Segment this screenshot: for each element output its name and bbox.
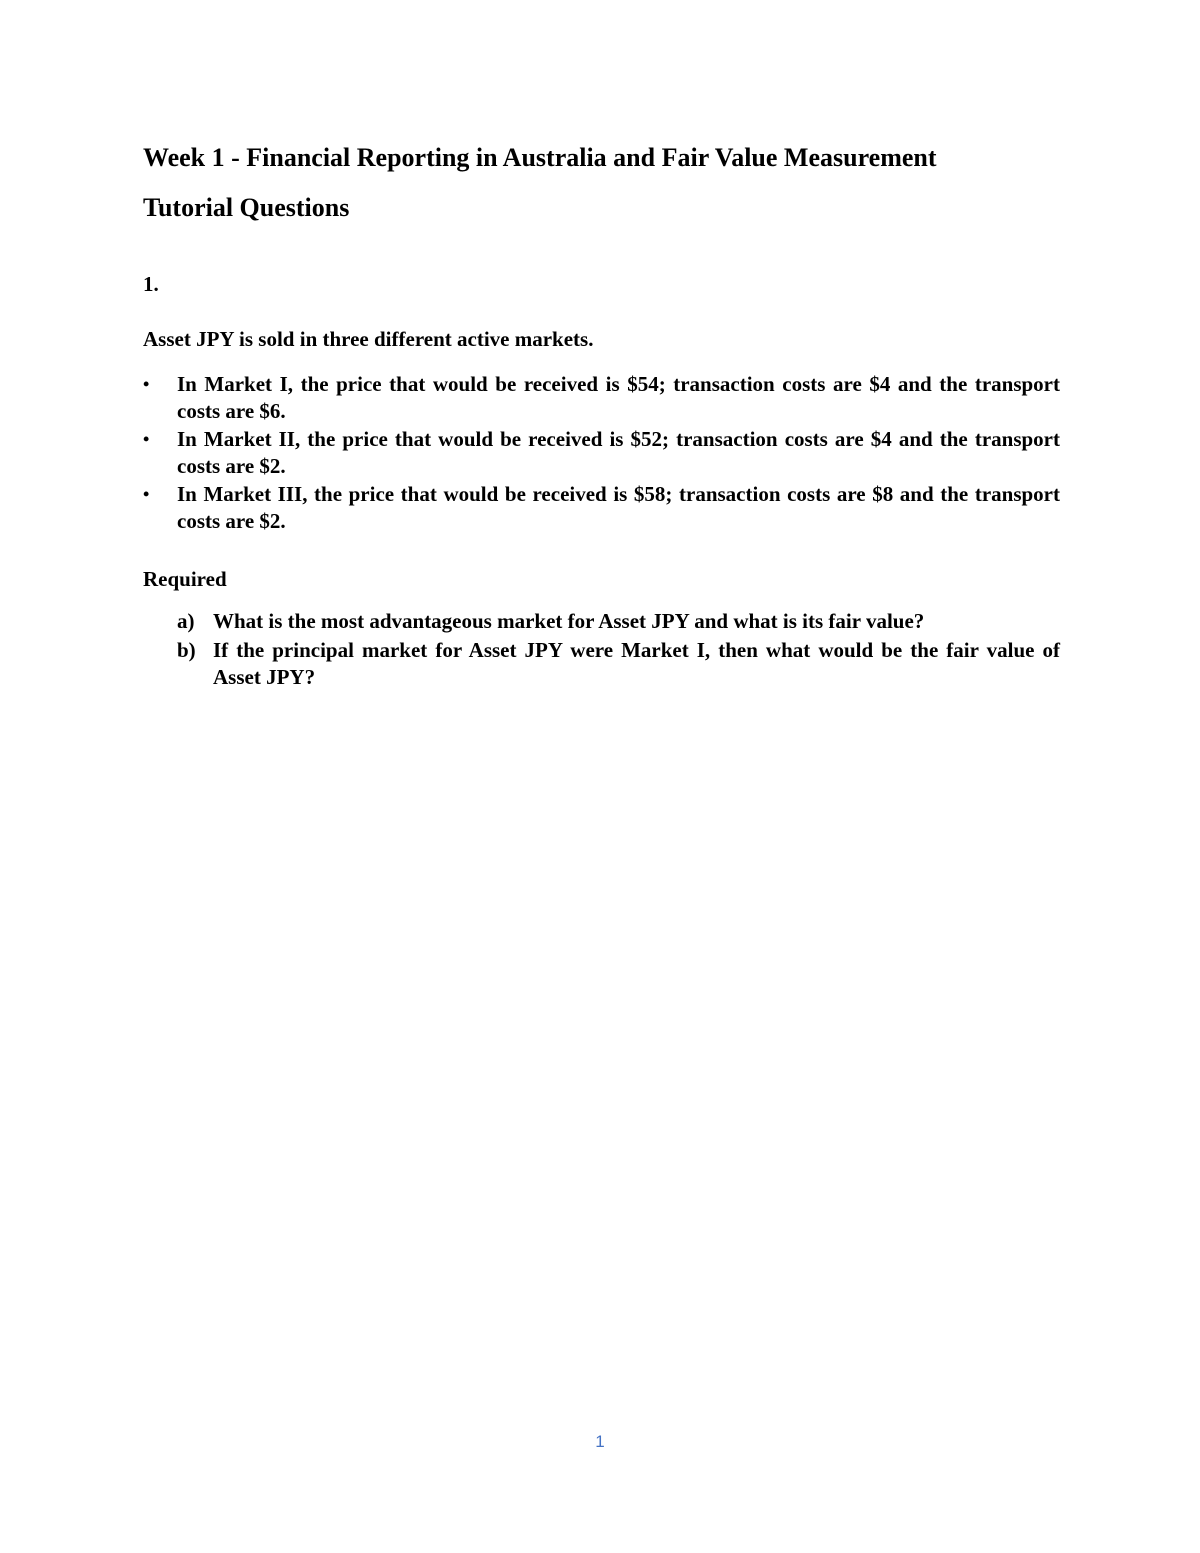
bullet-icon: • xyxy=(143,374,150,394)
required-heading: Required xyxy=(143,567,227,591)
market-list xyxy=(143,371,1060,536)
market-item-text: In Market I, the price that would be received is $54; transaction costs are $4 and the transport costs are $6. xyxy=(177,372,1060,423)
part-marker: a) xyxy=(177,609,195,633)
market-item-2 xyxy=(143,426,1060,479)
page-number: 1 xyxy=(595,1432,605,1451)
document-title: Week 1 - Financial Reporting in Australia and Fair Value Measurement xyxy=(143,143,937,172)
part-item-a xyxy=(177,608,1060,635)
part-text: What is the most advantageous market for Asset JPY and what is its fair value? xyxy=(213,609,925,633)
market-item-3 xyxy=(143,481,1060,534)
market-item-text: In Market III, the price that would be received is $58; transaction costs are $8 and the transport costs are $2. xyxy=(177,482,1060,533)
part-text: If the principal market for Asset JPY were Market I, then what would be the fair value of Asset JPY? xyxy=(213,638,1060,689)
bullet-icon: • xyxy=(143,429,150,449)
market-item-text: In Market II, the price that would be received is $52; transaction costs are $4 and the transport costs are $2. xyxy=(177,427,1060,478)
required-parts-list xyxy=(177,608,1060,693)
bullet-icon: • xyxy=(143,484,150,504)
question-intro: Asset JPY is sold in three different active markets. xyxy=(143,327,594,351)
question-number: 1. xyxy=(143,272,159,296)
market-item-1 xyxy=(143,371,1060,424)
document-subtitle: Tutorial Questions xyxy=(143,193,350,222)
part-marker: b) xyxy=(177,638,196,662)
part-item-b xyxy=(177,637,1060,691)
